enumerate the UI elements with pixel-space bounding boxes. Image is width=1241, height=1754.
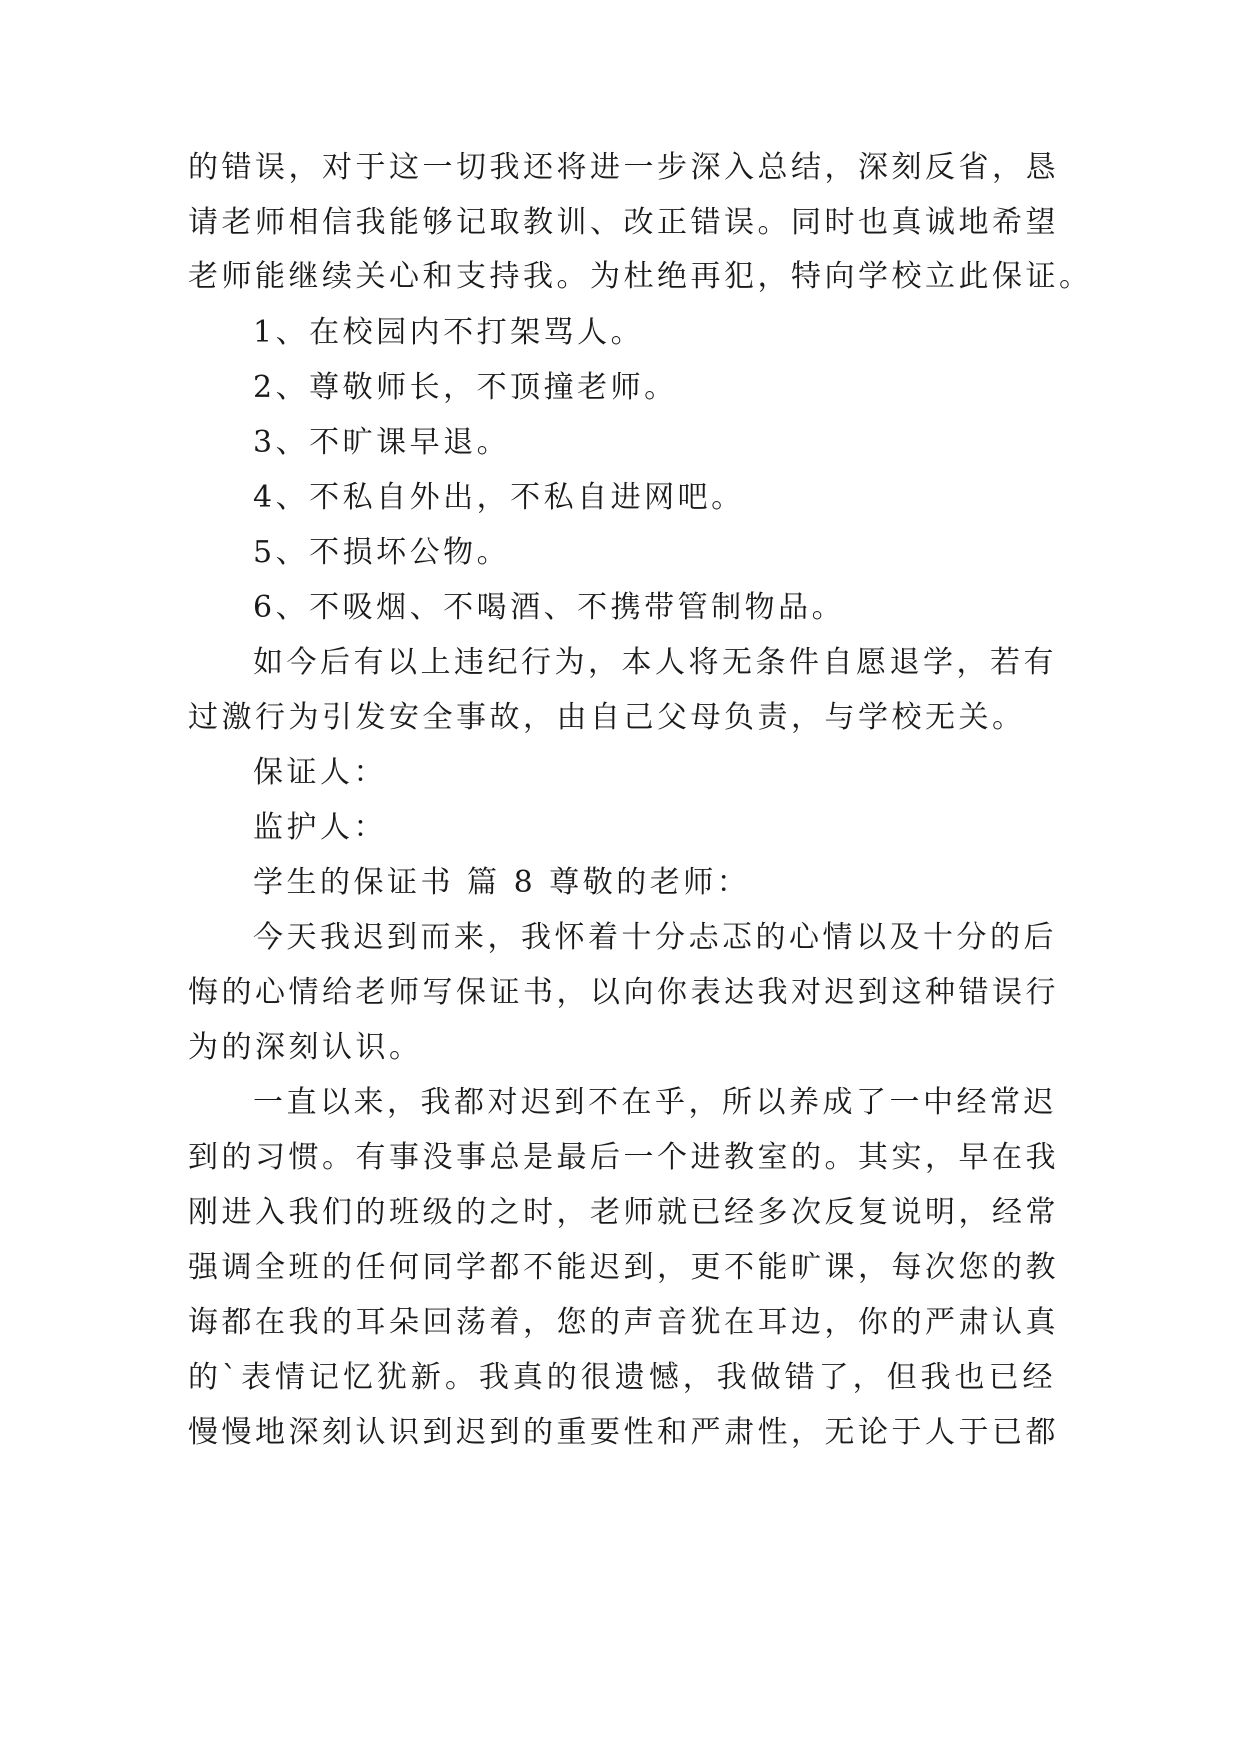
text-line: 的`表情记忆犹新。我真的很遗憾，我做错了，但我也已经 <box>188 1360 1056 1395</box>
list-item: 6、不吸烟、不喝酒、不携带管制物品。 <box>253 590 846 625</box>
text-line: 慢慢地深刻认识到迟到的重要性和严肃性，无论于人于已都 <box>188 1415 1059 1450</box>
text-line: 的错误，对于这一切我还将进一步深入总结，深刻反省，恳 <box>188 150 1059 185</box>
guardian-label: 监护人： <box>253 810 387 845</box>
text-line: 如今后有以上违纪行为，本人将无条件自愿退学，若有 <box>253 645 1057 680</box>
list-item: 4、不私自外出，不私自进网吧。 <box>253 480 745 515</box>
list-item: 2、尊敬师长，不顶撞老师。 <box>253 370 678 405</box>
text-line: 刚进入我们的班级的之时，老师就已经多次反复说明，经常 <box>188 1195 1059 1230</box>
text-line: 一直以来，我都对迟到不在乎，所以养成了一中经常迟 <box>253 1085 1057 1120</box>
text-line: 到的习惯。有事没事总是最后一个进教室的。其实，早在我 <box>188 1140 1059 1175</box>
text-line: 请老师相信我能够记取教训、改正错误。同时也真诚地希望 <box>188 205 1059 240</box>
text-line: 为的深刻认识。 <box>188 1030 423 1065</box>
list-item: 3、不旷课早退。 <box>253 425 511 460</box>
text-line: 过激行为引发安全事故，由自己父母负责，与学校无关。 <box>188 700 1026 735</box>
text-line: 老师能继续关心和支持我。为杜绝再犯，特向学校立此保证。 <box>188 259 1093 294</box>
list-item: 5、不损坏公物。 <box>253 535 511 570</box>
text-line: 强调全班的任何同学都不能迟到，更不能旷课，每次您的教 <box>188 1250 1059 1285</box>
guarantor-label: 保证人： <box>253 755 387 790</box>
text-line: 诲都在我的耳朵回荡着，您的声音犹在耳边，你的严肃认真 <box>188 1305 1059 1340</box>
list-item: 1、在校园内不打架骂人。 <box>253 315 645 350</box>
section-heading: 学生的保证书 篇 8 尊敬的老师： <box>253 865 751 900</box>
text-line: 今天我迟到而来，我怀着十分忐忑的心情以及十分的后 <box>253 920 1057 955</box>
text-line: 悔的心情给老师写保证书，以向你表达我对迟到这种错误行 <box>188 975 1059 1010</box>
